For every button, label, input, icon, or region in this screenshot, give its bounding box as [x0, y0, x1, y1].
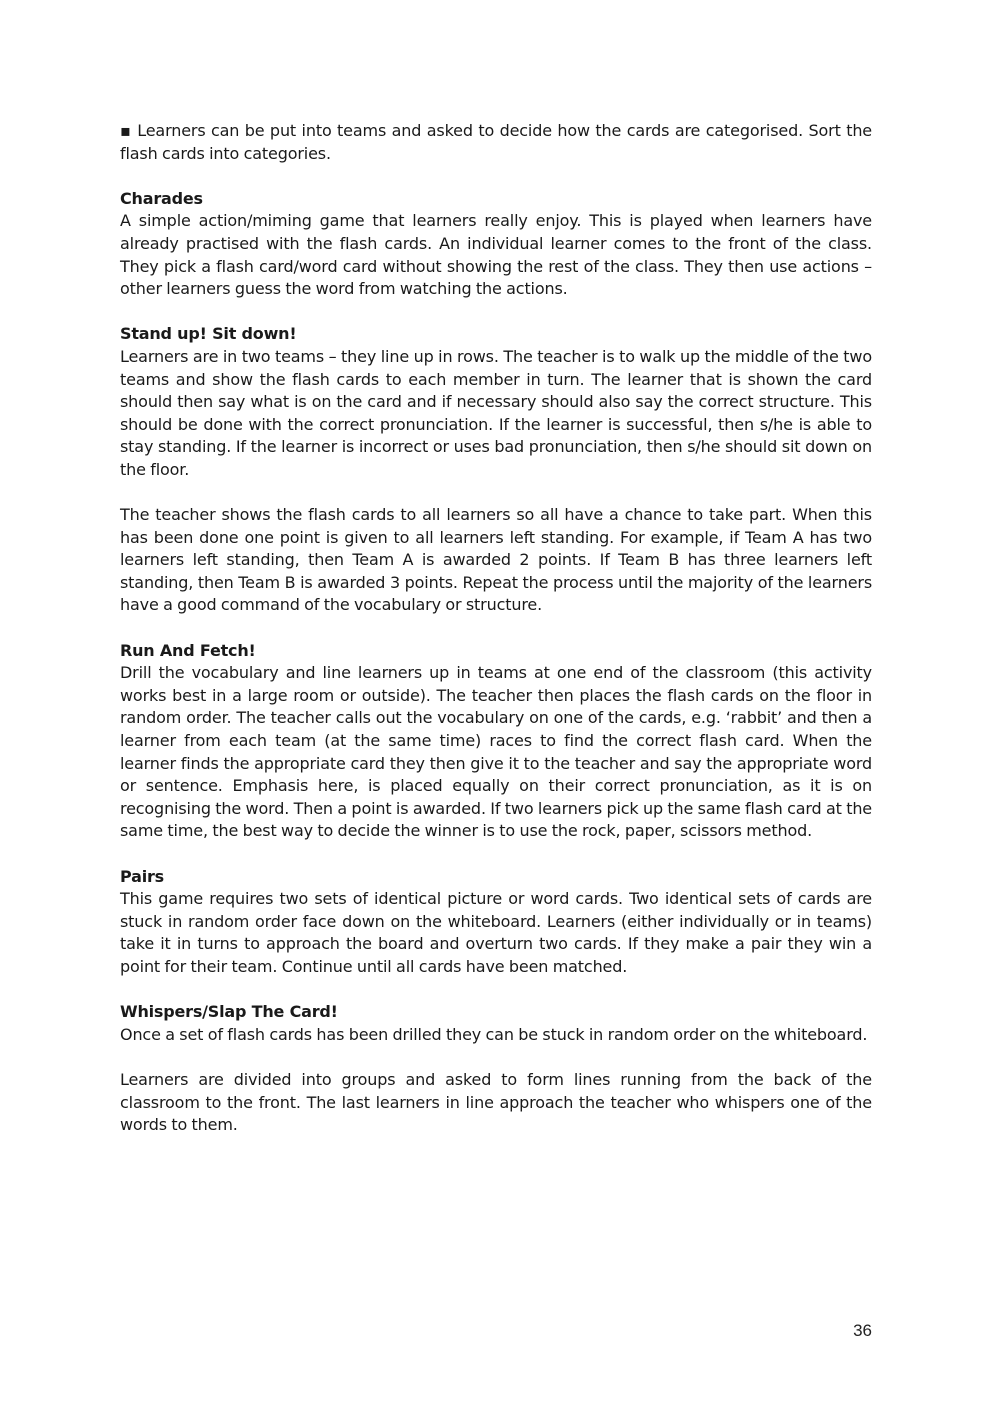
paragraph-gap [120, 482, 872, 505]
bullet-marker: ▪ [120, 121, 132, 140]
paragraph-gap [120, 301, 872, 324]
section-heading-pairs: Pairs [120, 866, 164, 886]
whispers-paragraph-1: Once a set of flash cards has been drilled they can be stuck in random order on the whiteboard. [120, 1024, 868, 1044]
paragraph-gap [120, 843, 872, 866]
section-heading-whispers: Whispers/Slap The Card! [120, 1002, 338, 1022]
run-and-fetch-paragraph: Drill the vocabulary and line learners up in teams at one end of the classroom (this activity works best in a large room or outside). The teacher then places the flash cards on the floor in random order. The teacher calls out the vocabulary on one of the cards, e.g. ‘rabbit’ and then a learner from each team (at the same time) races to find the correct flash card. When the learner finds the appropriate card they then give it to the teacher and say the appropriate word or sentence. Emphasis here, is placed equally on their correct pronunciation, as it is on recognising the word. Then a point is awarded. If two learners pick up the same flash card at the same time, the best way to decide the winner is to use the rock, paper, scissors method. [120, 663, 872, 841]
stand-up-paragraph-2: The teacher shows the flash cards to all learners so all have a chance to take part. When this has been done one point is given to all learners left standing. For example, if Team A has two learners left standing, then Team A is awarded 2 points. If Team B has three learners left standing, then Team B is awarded 3 points. Repeat the process until the majority of the learners have a good command of the vocabulary or structure. [120, 505, 872, 615]
intro-paragraph [120, 120, 872, 165]
intro-text: Learners can be put into teams and asked to decide how the cards are categorised. Sort the flash cards into categories. [120, 121, 873, 163]
paragraph-gap [120, 617, 872, 640]
section-heading-charades: Charades [120, 188, 203, 208]
whispers-paragraph-2: Learners are divided into groups and asked to form lines running from the back of the classroom to the front. The last learners in line approach the teacher who whispers one of the words to them. [120, 1069, 872, 1135]
pairs-paragraph: This game requires two sets of identical picture or word cards. Two identical sets of cards are stuck in random order face down on the whiteboard. Learners (either individually or in teams) take it in turns to approach the board and overturn two cards. If they make a pair they win a point for their team. Continue until all cards have been matched. [120, 889, 872, 976]
stand-up-paragraph-1: Learners are in two teams – they line up in rows. The teacher is to walk up the middle of the two teams and show the flash cards to each member in turn. The learner that is shown the card should then say what is on the card and if necessary should also say the correct structure. This should be done with the correct pronunciation. If the learner is successful, then s/he is able to stay standing. If the learner is incorrect or uses bad pronunciation, then s/he should sit down on the floor. [120, 346, 872, 479]
document-page [120, 120, 872, 1137]
paragraph-gap [120, 165, 872, 188]
paragraph-gap [120, 979, 872, 1002]
paragraph-gap [120, 1046, 872, 1069]
section-heading-run-and-fetch: Run And Fetch! [120, 640, 256, 660]
section-heading-stand-up-sit-down: Stand up! Sit down! [120, 324, 297, 344]
page-number: 36 [853, 1321, 872, 1340]
charades-paragraph: A simple action/miming game that learners really enjoy. This is played when learners have already practised with the flash cards. An individual learner comes to the front of the class. They pick a flash card/word card without showing the rest of the class. They then use actions – other learners guess the word from watching the actions. [120, 211, 872, 299]
